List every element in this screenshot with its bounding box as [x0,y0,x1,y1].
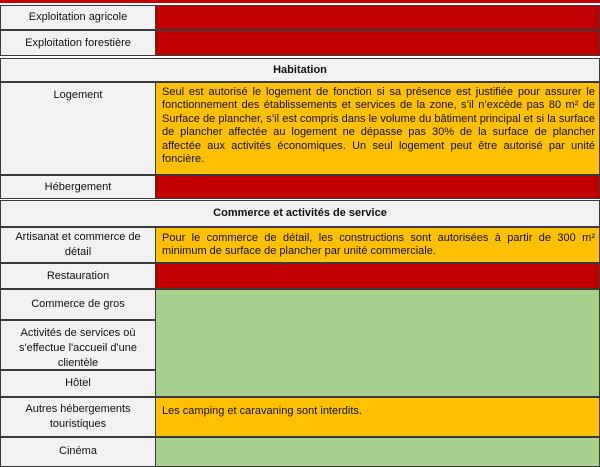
table-row-logement [0,82,600,175]
table-row-autres-hebergements [0,397,600,437]
row-label: Artisanat et commerce de détail [0,227,156,263]
table-row-hebergement [0,175,600,199]
condition-text: Pour le commerce de détail, les constructions sont autorisées à partir de 300 m² minimum de surface de plancher par unité commerciale. [156,227,600,263]
status-cell-interdit [156,175,600,199]
row-label: Activités de services où s'effectue l'accueil d'une clientèle [0,320,156,370]
table-row-exploitation-agricole [0,5,600,30]
table-top-border [0,0,600,3]
status-cell-interdit [156,5,600,30]
row-label: Exploitation agricole [0,5,156,30]
row-label: Cinéma [0,437,156,467]
table-row-restauration [0,263,600,289]
section-header-commerce: Commerce et activités de service [0,200,600,227]
row-label: Restauration [0,263,156,289]
row-label: Hôtel [0,370,156,397]
table-row-exploitation-forestiere [0,30,600,56]
row-label: Commerce de gros [0,289,156,320]
condition-text: Seul est autorisé le logement de fonction si sa présence est justifiée pour assurer le fonctionnement des établissements et services de la zone, s’il n’excède pas 80 m² de Surface de plancher, s’il est compris dans le volume du bâtiment principal et si la surface de plancher affectée au logement ne dépasse pas 30% de la surface de plancher affectée aux activités économiques. Un seul logement peut être autorisé par unité foncière. [156,82,600,175]
status-cell-interdit [156,30,600,56]
status-cell-autorise [156,437,600,467]
table-row-cinema [0,437,600,467]
section-header-habitation: Habitation [0,58,600,82]
status-cell-interdit [156,263,600,289]
condition-text: Les camping et caravaning sont interdits. [156,397,600,437]
table-row-hotel [0,370,600,397]
row-label: Exploitation forestière [0,30,156,56]
row-label: Logement [0,82,156,175]
row-label: Hébergement [0,175,156,199]
row-label: Autres hébergements touristiques [0,397,156,437]
table-row-artisanat [0,227,600,263]
